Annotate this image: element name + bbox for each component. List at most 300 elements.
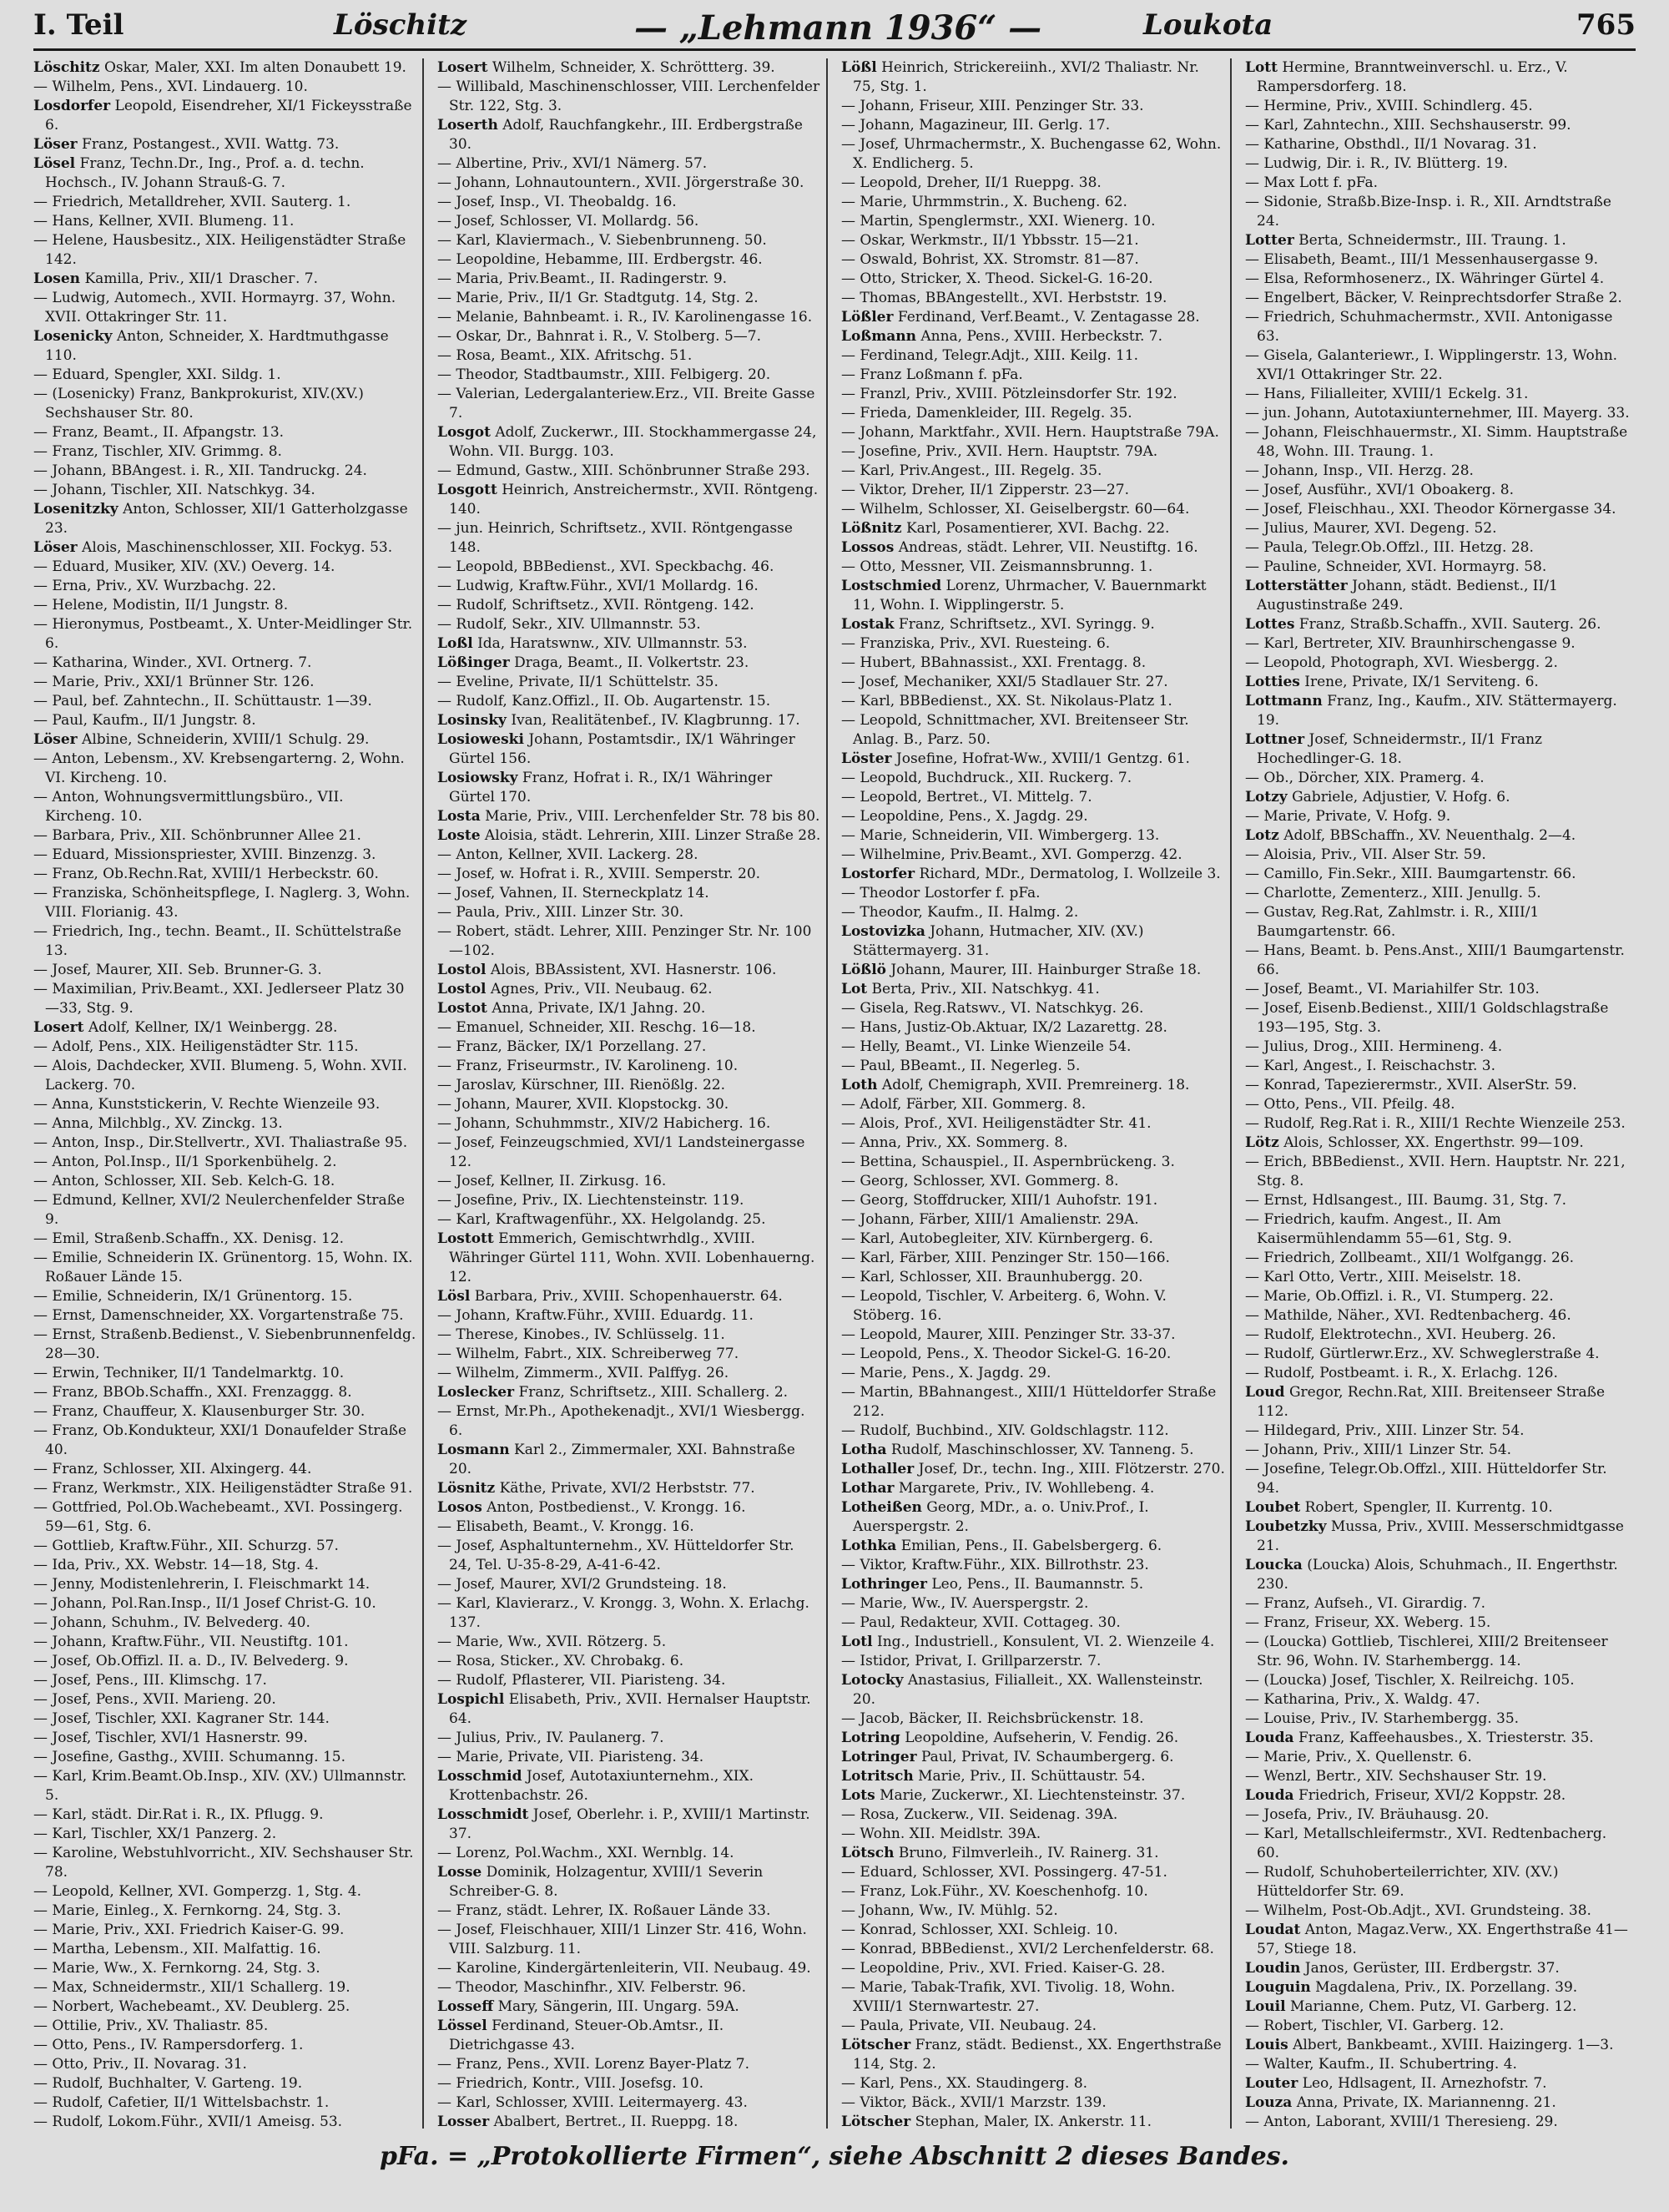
directory-entry: [841, 769, 1225, 788]
entry-text: — Rosa, Zuckerw., VII. Seidenag. 39A.: [841, 1806, 1118, 1823]
entry-surname: Losschmidt: [437, 1806, 529, 1823]
directory-entry: [33, 884, 417, 922]
directory-entry: [1245, 1095, 1631, 1114]
directory-entry: [437, 1921, 821, 1959]
entry-text: — Johann, Insp., VII. Herzg. 28.: [1245, 462, 1474, 479]
entry-text: — Johann, Färber, XIII/1 Amalienstr. 29A.: [841, 1211, 1139, 1228]
directory-entry: [841, 1767, 1225, 1786]
directory-entry: [841, 1556, 1225, 1575]
entry-surname: Loudat: [1245, 1922, 1301, 1938]
directory-entry: [33, 1230, 417, 1249]
directory-entry: [841, 1249, 1225, 1268]
entry-text: — Helene, Modistin, II/1 Jungstr. 8.: [33, 597, 289, 614]
directory-entry: [33, 1479, 417, 1498]
entry-text: — Johann, Lohnautountern., XVII. Jörgerstraße 30.: [437, 174, 804, 191]
directory-entry: [33, 481, 417, 500]
page-header: [33, 5, 1636, 51]
directory-entry: [437, 327, 821, 346]
directory-entry: [841, 1326, 1225, 1345]
entry-text: — Wilhelm, Zimmerm., XVII. Palffyg. 26.: [437, 1365, 729, 1381]
directory-entry: [33, 922, 417, 961]
entry-text: — Marie, Priv., XXI. Friedrich Kaiser-G. 99.: [33, 1922, 345, 1938]
entry-text: — Mathilde, Näher., XVI. Redtenbacherg. 46.: [1245, 1307, 1571, 1324]
entry-text: — Emanuel, Schneider, XII. Reschg. 16—18.: [437, 1019, 756, 1036]
entry-surname: Lotz: [1245, 827, 1279, 844]
directory-entry: [437, 1191, 821, 1210]
directory-entry: [33, 1978, 417, 1997]
directory-entry: [1245, 538, 1631, 558]
entry-text: Albert, Bankbeamt., XVIII. Haizingerg. 1—3.: [1288, 2037, 1614, 2053]
entry-surname: Löser: [33, 539, 78, 556]
entry-text: — Johann, Schuhmmstr., XIV/2 Habicherg. 16.: [437, 1115, 771, 1132]
entry-text: — Marie, Uhrmmstrin., X. Bucheng. 62.: [841, 194, 1127, 210]
entry-text: — Hans, Justiz-Ob.Aktuar, IX/2 Lazarettg. 28.: [841, 1019, 1167, 1036]
entry-text: — Johann, BBAngest. i. R., XII. Tandruckg. 24.: [33, 462, 367, 479]
entry-text: — Sidonie, Straßb.Bize-Insp. i. R., XII. Arndtstraße 24.: [1245, 194, 1611, 230]
directory-entry: [437, 1364, 821, 1383]
directory-entry: [33, 1671, 417, 1690]
entry-text: Ida, Haratswnw., XIV. Ullmannstr. 53.: [472, 635, 748, 652]
directory-entry: [1245, 577, 1631, 615]
entry-text: (Loucka) Alois, Schuhmach., II. Engerthstr. 230.: [1257, 1557, 1618, 1593]
entry-text: Paul, Privat, IV. Schaumbergerg. 6.: [916, 1749, 1174, 1765]
footer-note: pFa. = „Protokollierte Firmen“, siehe Abschnitt 2 dieses Bandes.: [380, 2142, 1289, 2171]
entry-text: — Franz, Werkmstr., XIX. Heiligenstädter Straße 91.: [33, 1480, 413, 1497]
directory-entry: [33, 1172, 417, 1191]
directory-entry: [437, 58, 821, 78]
entry-text: — Edmund, Kellner, XVI/2 Neulerchenfelder Straße 9.: [33, 1192, 406, 1228]
entry-text: — Ernst, Hdlsangest., III. Baumg. 31, Stg. 7.: [1245, 1192, 1567, 1209]
directory-entry: [437, 1767, 821, 1805]
directory-entry: [1245, 519, 1631, 538]
directory-entry: [33, 2113, 417, 2129]
directory-entry: [33, 1537, 417, 1556]
entry-text: — Karoline, Kindergärtenleiterin, VII. Neubaug. 49.: [437, 1960, 811, 1977]
entry-text: Andreas, städt. Lehrer, VII. Neustiftg. 16.: [894, 539, 1198, 556]
entry-text: — Karl, Bertreter, XIV. Braunhirschengasse 9.: [1245, 635, 1576, 652]
entry-text: — Rudolf, Buchhalter, V. Garteng. 19.: [33, 2075, 303, 2092]
entry-text: — Marie, Tabak-Trafik, XVI. Tivolig. 18, Wohn. XVIII/1 Sternwartestr. 27.: [841, 1979, 1176, 2015]
entry-text: Anna, Pens., XVIII. Herbeckstr. 7.: [915, 328, 1163, 345]
entry-text: — Friedrich, Metalldreher, XVII. Sauterg. 1.: [33, 194, 351, 210]
entry-text: — Josef, Pens., XVII. Marieng. 20.: [33, 1691, 276, 1708]
entry-text: — Karl, Klaviermach., V. Siebenbrunneng. 50.: [437, 232, 767, 249]
directory-entry: [33, 1498, 417, 1537]
entry-text: — Georg, Stoffdrucker, XIII/1 Auhofstr. 191.: [841, 1192, 1158, 1209]
entry-text: — Leopold, Kellner, XVI. Gomperzg. 1, Stg. 4.: [33, 1883, 362, 1900]
directory-entry: [437, 2017, 821, 2055]
directory-entry: [437, 1997, 821, 2017]
entry-text: — Josef, Tischler, XXI. Kagraner Str. 144.: [33, 1710, 330, 1727]
entry-text: Irene, Private, IX/1 Serviteng. 6.: [1299, 674, 1539, 690]
directory-entry: [33, 1383, 417, 1402]
entry-text: — Karl, Krim.Beamt.Ob.Insp., XIV. (XV.) Ullmannstr. 5.: [33, 1768, 407, 1804]
directory-entry: [437, 596, 821, 615]
entry-text: Oskar, Maler, XXI. Im alten Donaubett 19.: [99, 59, 406, 76]
entry-surname: Losdorfer: [33, 98, 111, 114]
directory-entry: [437, 481, 821, 519]
directory-entry: [33, 1460, 417, 1479]
entry-text: — Otto, Priv., II. Novarag. 31.: [33, 2056, 247, 2073]
entry-text: — Franz, Chauffeur, X. Klausenburger Str. 30.: [33, 1403, 366, 1420]
entry-text: — Marie, Ob.Offizl. i. R., VI. Stumperg. 22.: [1245, 1288, 1554, 1305]
entry-text: Alois, Schlosser, XX. Engerthstr. 99—109.: [1278, 1134, 1584, 1151]
directory-entry: [33, 2036, 417, 2055]
entry-text: Heinrich, Anstreichermstr., XVII. Röntgeng. 140.: [449, 482, 819, 518]
entry-text: Josefine, Hofrat-Ww., XVIII/1 Gentzg. 61.: [891, 750, 1190, 767]
entry-text: — Josefine, Priv., XVII. Hern. Hauptstr. 79A.: [841, 443, 1158, 460]
entry-text: — Theodor, Kaufm., II. Halmg. 2.: [841, 904, 1079, 921]
directory-entry: [437, 634, 821, 654]
entry-surname: Lostott: [437, 1230, 494, 1247]
directory-entry: [33, 1095, 417, 1114]
entry-text: — Johann, Pol.Ran.Insp., II/1 Josef Christ-G. 10.: [33, 1595, 376, 1612]
directory-entry: [841, 1921, 1225, 1940]
directory-entry: [437, 1594, 821, 1633]
directory-entry: [33, 1633, 417, 1652]
directory-entry: [1245, 1594, 1631, 1614]
directory-entry: [841, 270, 1225, 289]
directory-entry: [33, 462, 417, 481]
directory-entry: [437, 1575, 821, 1594]
entry-text: — Anton, Insp., Dir.Stellvertr., XVI. Thaliastraße 95.: [33, 1134, 408, 1151]
entry-text: — Wenzl, Bertr., XIV. Sechshauser Str. 19.: [1245, 1768, 1547, 1785]
directory-entry: [33, 1729, 417, 1748]
directory-entry: [841, 1844, 1225, 1863]
entry-text: — Anton, Pol.Insp., II/1 Sporkenbühelg. 2.: [33, 1154, 337, 1170]
entry-text: Josef, Dr., techn. Ing., XIII. Flötzerstr. 270.: [914, 1461, 1225, 1477]
directory-entry: [437, 1134, 821, 1172]
directory-entry: [33, 1614, 417, 1633]
entry-text: — Willibald, Maschinenschlosser, VIII. Lerchenfelder Str. 122, Stg. 3.: [437, 78, 820, 114]
directory-entry: [1245, 2017, 1631, 2036]
directory-entry: [33, 442, 417, 462]
directory-entry: [33, 97, 417, 135]
directory-entry: [841, 1287, 1225, 1326]
entry-text: — Franz, Ob.Kondukteur, XXI/1 Donaufelder Straße 40.: [33, 1422, 407, 1458]
entry-text: — Norbert, Wachebeamt., XV. Deublerg. 25.: [33, 1998, 350, 2015]
directory-entry: [33, 1326, 417, 1364]
entry-text: — Ida, Priv., XX. Webstr. 14—18, Stg. 4.: [33, 1557, 319, 1573]
column-1: [33, 58, 424, 2129]
entry-text: — Melanie, Bahnbeamt. i. R., IV. Karolinengasse 16.: [437, 309, 813, 326]
entry-text: — Franz, Aufseh., VI. Girardig. 7.: [1245, 1595, 1486, 1612]
directory-entry: [437, 193, 821, 212]
directory-entry: [1245, 1633, 1631, 1671]
entry-text: Franz, Postangest., XVII. Wattg. 73.: [77, 136, 340, 153]
directory-entry: [841, 1364, 1225, 1383]
directory-entry: [437, 78, 821, 116]
entry-surname: Löster: [841, 750, 892, 767]
directory-entry: [437, 308, 821, 327]
directory-entry: [841, 654, 1225, 673]
directory-entry: [33, 366, 417, 385]
entry-text: — Marie, Priv., X. Quellenstr. 6.: [1245, 1749, 1472, 1765]
entry-text: — Rudolf, Elektrotechn., XVI. Heuberg. 26.: [1245, 1326, 1556, 1343]
entry-text: Franz, Ing., Kaufm., XIV. Stättermayerg. 19.: [1257, 693, 1617, 729]
directory-entry: [1245, 404, 1631, 423]
directory-entry: [437, 615, 821, 634]
entry-text: — Karl, Priv.Angest., III. Regelg. 35.: [841, 462, 1102, 479]
directory-entry: [437, 1095, 821, 1114]
directory-entry: [1245, 58, 1631, 97]
directory-entry: [437, 999, 821, 1018]
directory-entry: [1245, 231, 1631, 250]
directory-entry: [437, 1287, 821, 1306]
directory-entry: [1245, 1076, 1631, 1095]
entry-text: — Anna, Priv., XX. Sommerg. 8.: [841, 1134, 1068, 1151]
entry-surname: Lötz: [1245, 1134, 1279, 1151]
entry-text: — Wilhelm, Schlosser, XI. Geiselbergstr. 60—64.: [841, 501, 1190, 518]
directory-entry: [841, 1940, 1225, 1959]
directory-entry: [33, 1921, 417, 1940]
directory-entry: [1245, 308, 1631, 346]
entry-text: — Katharina, Winder., XVI. Ortnerg. 7.: [33, 654, 312, 671]
directory-entry: [1245, 500, 1631, 519]
entry-text: — Josef, Ausführ., XVI/1 Oboakerg. 8.: [1245, 482, 1514, 498]
directory-entry: [841, 711, 1225, 750]
entry-text: — Alois, Prof., XVI. Heiligenstädter Str. 41.: [841, 1115, 1152, 1132]
directory-entry: [1245, 1460, 1631, 1498]
entry-text: Adolf, Chemigraph, XVII. Premreinerg. 18.: [877, 1077, 1190, 1093]
directory-entry: [1245, 481, 1631, 500]
directory-entry: [1245, 788, 1631, 807]
entry-text: — Karl, Autobegleiter, XIV. Kürnbergerg. 6.: [841, 1230, 1153, 1247]
entry-surname: Löser: [33, 731, 78, 748]
directory-entry: [841, 212, 1225, 231]
entry-text: Barbara, Priv., XVIII. Schopenhauerstr. 64.: [470, 1288, 783, 1305]
entry-text: — Marie, Ww., X. Fernkorng. 24, Stg. 3.: [33, 1960, 320, 1977]
directory-entry: [1245, 1825, 1631, 1863]
directory-entry: [1245, 1518, 1631, 1556]
directory-entry: [437, 846, 821, 865]
directory-entry: [437, 1306, 821, 1326]
entry-surname: Loth: [841, 1077, 878, 1093]
entry-text: — Engelbert, Bäcker, V. Reinprechtsdorfer Straße 2.: [1245, 290, 1622, 306]
directory-entry: [437, 1326, 821, 1345]
entry-surname: Loserth: [437, 117, 498, 134]
entry-text: — Josefine, Telegr.Ob.Offzl., XIII. Hütteldorfer Str. 94.: [1245, 1461, 1607, 1497]
directory-entry: [437, 1959, 821, 1978]
directory-entry: [33, 826, 417, 846]
entry-text: — Oswald, Bohrist, XX. Stromstr. 81—87.: [841, 251, 1139, 268]
entry-text: — Karl Otto, Vertr., XIII. Meiselstr. 18.: [1245, 1269, 1521, 1285]
entry-text: — Franz Loßmann f. pFa.: [841, 366, 1023, 383]
directory-entry: [841, 807, 1225, 826]
entry-text: Gabriele, Adjustier, V. Hofg. 6.: [1287, 789, 1510, 806]
directory-entry: [841, 1210, 1225, 1230]
directory-entry: [437, 1172, 821, 1191]
directory-entry: [841, 673, 1225, 692]
entry-text: — Marie, Ww., XVII. Rötzerg. 5.: [437, 1634, 667, 1650]
directory-entry: [33, 2093, 417, 2113]
directory-entry: [33, 1594, 417, 1614]
directory-entry: [1245, 2055, 1631, 2074]
directory-entry: [841, 846, 1225, 865]
directory-entry: [1245, 558, 1631, 577]
directory-entry: [437, 2055, 821, 2074]
entry-text: — Josef, Eisenb.Bedienst., XIII/1 Goldschlagstraße 193—195, Stg. 3.: [1245, 1000, 1609, 1036]
entry-text: — Marie, Priv., XXI/1 Brünner Str. 126.: [33, 674, 315, 690]
directory-entry: [437, 769, 821, 807]
column-3: [841, 58, 1232, 2129]
directory-entry: [841, 1114, 1225, 1134]
directory-entry: [1245, 1767, 1631, 1786]
directory-entry: [1245, 634, 1631, 654]
entry-text: — Leopold, Buchdruck., XII. Ruckerg. 7.: [841, 770, 1132, 786]
entry-text: Karl 2., Zimmermaler, XXI. Bahnstraße 20.: [449, 1442, 795, 1477]
directory-entry: [841, 1652, 1225, 1671]
directory-entry: [841, 884, 1225, 903]
directory-entry: [1245, 1345, 1631, 1364]
entry-text: — Anton, Wohnungsvermittlungsbüro., VII. Kircheng. 10.: [33, 789, 344, 825]
directory-entry: [841, 1268, 1225, 1287]
directory-entry: [841, 1537, 1225, 1556]
entry-text: — (Loucka) Gottlieb, Tischlerei, XIII/2 Breitenseer Str. 96, Wohn. IV. Starhembergg. 14.: [1245, 1634, 1608, 1669]
entry-text: — Friedrich, kaufm. Angest., II. Am Kaisermühlendamm 55—61, Stg. 9.: [1245, 1211, 1512, 1247]
entry-text: — Johann, Ww., IV. Mühlg. 52.: [841, 1902, 1058, 1919]
directory-entry: [1245, 193, 1631, 231]
entry-text: — Paul, bef. Zahntechn., II. Schüttaustr. 1—39.: [33, 693, 372, 710]
entry-surname: Lotterstätter: [1245, 578, 1348, 594]
entry-text: — Franz, Tischler, XIV. Grimmg. 8.: [33, 443, 282, 460]
entry-text: — Maria, Priv.Beamt., II. Radingerstr. 9.: [437, 270, 728, 287]
entry-text: — Pauline, Schneider, XVI. Hormayrg. 58.: [1245, 558, 1547, 575]
entry-text: Franz, Schriftsetz., XIII. Schallerg. 2.: [514, 1384, 789, 1401]
directory-entry: [1245, 1057, 1631, 1076]
directory-entry: [33, 538, 417, 558]
entry-text: — Rudolf, Pflasterer, VII. Piaristeng. 34.: [437, 1672, 726, 1689]
directory-entry: [841, 634, 1225, 654]
entry-text: Adolf, Zuckerwr., III. Stockhammergasse 24, Wohn. VII. Burgg. 103.: [449, 424, 817, 460]
entry-text: — Karl, Tischler, XX/1 Panzerg. 2.: [33, 1826, 277, 1842]
entry-text: — Wohn. XII. Meidlstr. 39A.: [841, 1826, 1041, 1842]
entry-text: — Anton, Kellner, XVII. Lackerg. 28.: [437, 846, 698, 863]
directory-entry: [841, 1383, 1225, 1422]
entry-text: — Theodor, Stadtbaumstr., XIII. Felbigerg. 20.: [437, 366, 771, 383]
entry-text: — Oskar, Werkmstr., II/1 Ybbsstr. 15—21.: [841, 232, 1139, 249]
directory-entry: [1245, 1210, 1631, 1249]
entry-text: — Theodor Lostorfer f. pFa.: [841, 885, 1041, 901]
directory-entry: [1245, 865, 1631, 884]
directory-entry: [437, 366, 821, 385]
entry-text: — Karl, Schlosser, XVIII. Leitermayerg. 43.: [437, 2094, 748, 2111]
entry-text: Käthe, Private, XVI/2 Herbststr. 77.: [495, 1480, 755, 1497]
directory-entry: [841, 1422, 1225, 1441]
directory-entry: [841, 558, 1225, 577]
entry-text: — Josef, Beamt., VI. Mariahilfer Str. 103.: [1245, 981, 1540, 997]
entry-text: — Rudolf, Postbeamt. i. R., X. Erlachg. 126.: [1245, 1365, 1558, 1381]
directory-entry: [1245, 1786, 1631, 1805]
directory-entry: [841, 1671, 1225, 1710]
directory-entry: [437, 212, 821, 231]
entry-text: — Otto, Stricker, X. Theod. Sickel-G. 16-20.: [841, 270, 1153, 287]
directory-entry: [33, 212, 417, 231]
entry-text: — Paul, Kaufm., II/1 Jungstr. 8.: [33, 712, 256, 729]
entry-text: — Leopold, Schnittmacher, XVI. Breitenseer Str. Anlag. B., Parz. 50.: [841, 712, 1189, 748]
entry-text: — Josef, Asphaltunternehm., XV. Hütteldorfer Str. 24, Tel. U-35-8-29, A-41-6-42.: [437, 1538, 794, 1573]
directory-entry: [437, 692, 821, 711]
entry-text: — Hans, Filialleiter, XVIII/1 Eckelg. 31.: [1245, 386, 1529, 402]
directory-entry: [33, 1997, 417, 2017]
entry-surname: Lottmann: [1245, 693, 1323, 710]
entry-text: Franz, städt. Bedienst., XX. Engerthstraße 114, Stg. 2.: [853, 2037, 1222, 2073]
directory-entry: [841, 999, 1225, 1018]
entry-text: — Josef, Kellner, II. Zirkusg. 16.: [437, 1173, 667, 1189]
entry-surname: Louter: [1245, 2075, 1298, 2092]
directory-entry: [437, 1671, 821, 1690]
directory-entry: [841, 1633, 1225, 1652]
entry-text: — Franz, Bäcker, IX/1 Porzellang. 27.: [437, 1038, 707, 1055]
directory-entry: [437, 1057, 821, 1076]
entry-text: — Franz, Ob.Rechn.Rat, XVIII/1 Herbeckstr. 60.: [33, 866, 379, 882]
entry-surname: Losschmid: [437, 1768, 522, 1785]
directory-entry: [33, 289, 417, 327]
directory-entry: [437, 1690, 821, 1729]
directory-entry: [33, 270, 417, 289]
directory-entry: [437, 1633, 821, 1652]
directory-entry: [33, 1114, 417, 1134]
directory-entry: [841, 1095, 1225, 1114]
directory-entry: [437, 231, 821, 250]
entry-text: — Erwin, Techniker, II/1 Tandelmarktg. 10.: [33, 1365, 345, 1381]
directory-entry: [841, 1863, 1225, 1882]
directory-entry: [437, 558, 821, 577]
entry-text: Leopold, Eisendreher, XI/1 Fickeysstraße 6.: [45, 98, 412, 134]
entry-text: Franz, Hofrat i. R., IX/1 Währinger Gürtel 170.: [449, 770, 773, 806]
directory-entry: [1245, 769, 1631, 788]
directory-entry: [841, 2036, 1225, 2074]
directory-entry: [1245, 846, 1631, 865]
entry-text: — Rudolf, Cafetier, II/1 Wittelsbachstr. 1.: [33, 2094, 330, 2111]
entry-text: — Karl, Klavierarz., V. Krongg. 3, Wohn. X. Erlachg. 137.: [437, 1595, 809, 1631]
entry-text: — Karl, städt. Dir.Rat i. R., IX. Pflugg. 9.: [33, 1806, 324, 1823]
directory-entry: [437, 1018, 821, 1038]
directory-entry: [1245, 1901, 1631, 1921]
directory-entry: [437, 154, 821, 174]
directory-entry: [841, 519, 1225, 538]
entry-text: — Josef, Uhrmachermstr., X. Buchengasse 62, Wohn. X. Endlicherg. 5.: [841, 136, 1222, 172]
directory-entry: [437, 1076, 821, 1095]
directory-entry: [1245, 1671, 1631, 1690]
entry-text: — Max Lott f. pFa.: [1245, 174, 1379, 191]
directory-entry: [841, 826, 1225, 846]
entry-text: — Franz, Friseurmstr., IV. Karolineng. 10.: [437, 1058, 739, 1074]
directory-entry: [1245, 1690, 1631, 1710]
entry-text: — Ernst, Straßenb.Bedienst., V. Siebenbrunnenfeldg. 28—30.: [33, 1326, 416, 1362]
entry-text: — Helly, Beamt., VI. Linke Wienzeile 54.: [841, 1038, 1132, 1055]
entry-text: Ferdinand, Verf.Beamt., V. Zentagasse 28.: [893, 309, 1200, 326]
entry-text: — Friedrich, Ing., techn. Beamt., II. Schüttelstraße 13.: [33, 923, 401, 959]
entry-text: Leo, Hdlsagent, II. Arnezhofstr. 7.: [1298, 2075, 1547, 2092]
entry-text: — Katharina, Priv., X. Waldg. 47.: [1245, 1691, 1480, 1708]
entry-text: — Marie, Private, VII. Piaristeng. 34.: [437, 1749, 704, 1765]
directory-entry: [33, 2055, 417, 2074]
directory-entry: [437, 1863, 821, 1901]
entry-surname: Lotties: [1245, 674, 1300, 690]
entry-text: — Gottfried, Pol.Ob.Wachebeamt., XVI. Possingerg. 59—61, Stg. 6.: [33, 1499, 403, 1535]
directory-entry: [1245, 1249, 1631, 1268]
directory-entry: [841, 1191, 1225, 1210]
entry-surname: Losenitzky: [33, 501, 118, 518]
directory-entry: [33, 673, 417, 692]
entry-text: Johann, städt. Bedienst., II/1 Augustinstraße 249.: [1257, 578, 1558, 614]
entry-surname: Losioweski: [437, 731, 524, 748]
directory-entry: [841, 442, 1225, 462]
column-4: [1245, 58, 1636, 2129]
entry-text: — Bettina, Schauspiel., II. Aspernbrückeng. 3.: [841, 1154, 1175, 1170]
directory-entry: [33, 1287, 417, 1306]
